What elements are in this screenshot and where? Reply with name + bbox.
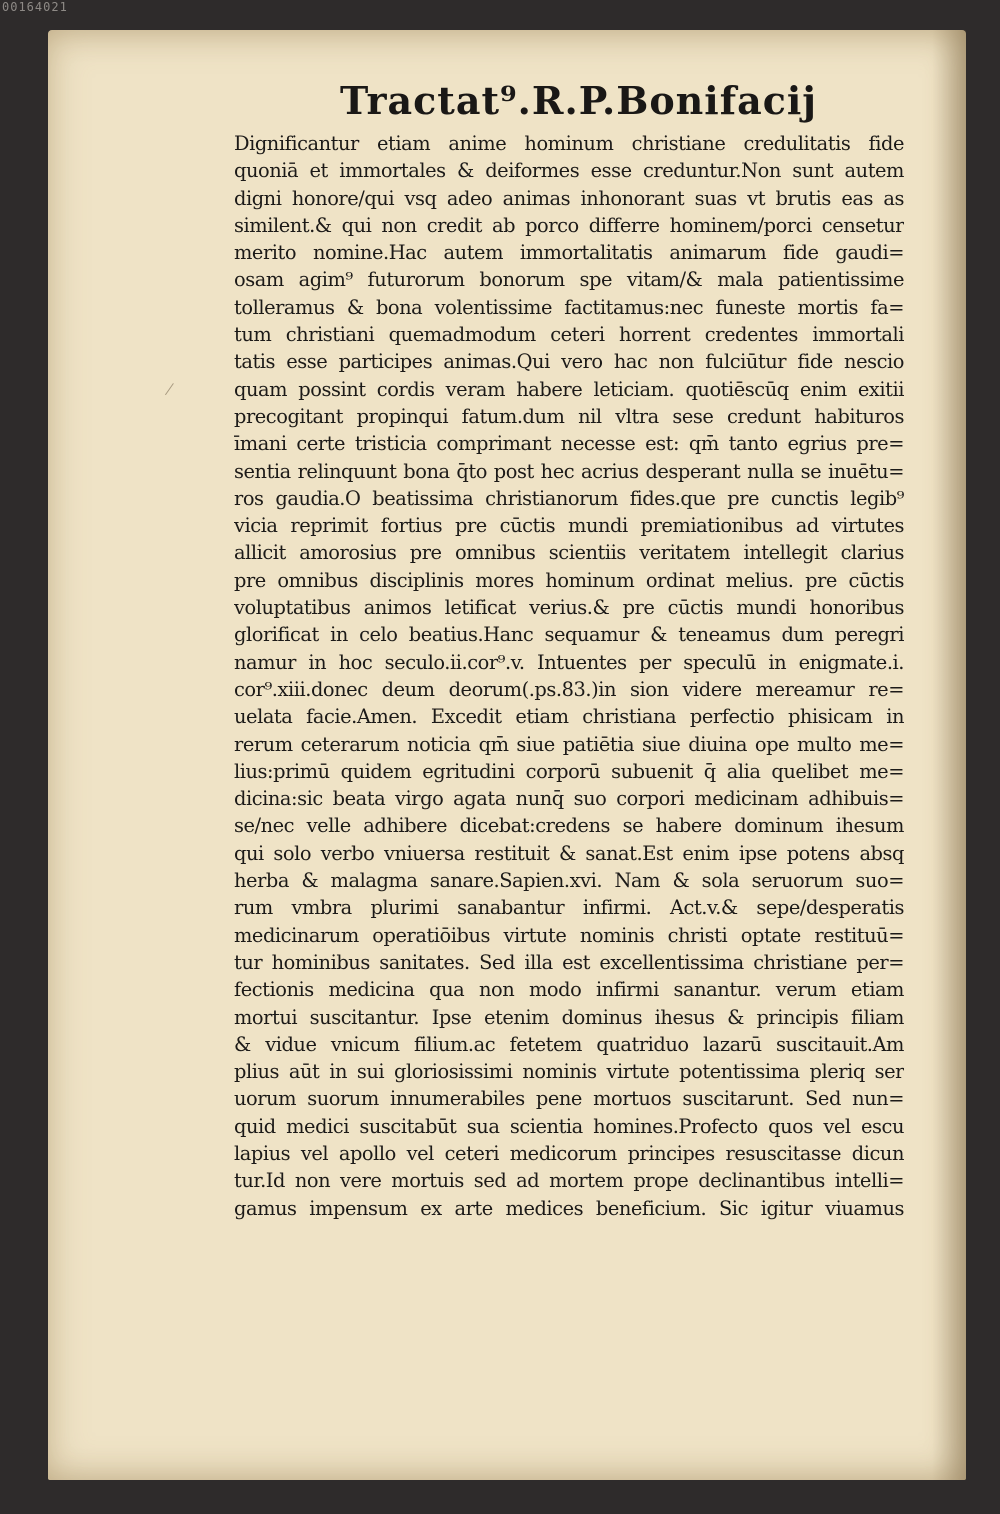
text-line: plius aūt in sui gloriosissimi nominis virtute potentissima pleriq ser [234,1060,904,1084]
text-line: osam agim⁹ futurorum bonorum spe vitam/& mala patientissime [234,268,904,292]
text-line: quam possint cordis veram habere leticiam. quotiēscūq enim exitii [234,377,904,401]
text-line: merito nomine.Hac autem immortalitatis animarum fide gaudi= [234,241,904,265]
text-line: lapius vel apollo vel ceteri medicorum principes resuscitasse dicun [234,1141,904,1165]
text-line: tur.Id non vere mortuis sed ad mortem prope declinantibus intelli= [234,1169,904,1193]
text-line: rum vmbra plurimi sanabantur infirmi. Act.v.& sepe/desperatis [234,896,904,920]
text-line: herba & malagma sanare.Sapien.xvi. Nam & sola seruorum suo= [234,869,904,893]
text-line: voluptatibus animos letificat verius.& pre cūctis mundi honoribus [234,596,904,620]
page-gutter-shadow [932,30,966,1480]
text-line: tum christiani quemadmodum ceteri horrent credentes immortali [234,323,904,347]
text-line: vicia reprimit fortius pre cūctis mundi premiationibus ad virtutes [234,514,904,538]
text-line: pre omnibus disciplinis mores hominum ordinat melius. pre cūctis [234,568,904,592]
text-line: rerum ceterarum noticia qm̄ siue patiētia siue diuina ope multo me= [234,732,904,756]
text-line: quid medici suscitabūt sua scientia homines.Profecto quos vel escu [234,1114,904,1138]
text-line: quoniā et immortales & deiformes esse creduntur.Non sunt autem [234,159,904,183]
scan-frame-number: 00164021 [2,0,68,14]
text-line: ros gaudia.O beatissima christianorum fides.que pre cunctis legib⁹ [234,486,904,510]
text-line: fectionis medicina qua non modo infirmi sanantur. verum etiam [234,978,904,1002]
text-line: uelata facie.Amen. Excedit etiam christiana perfectio phisicam in [234,705,904,729]
text-line: se/nec velle adhibere dicebat:credens se habere dominum ihesum [234,814,904,838]
margin-pencil-mark [165,383,182,401]
text-line: & vidue vnicum filium.ac fetetem quatriduo lazarū suscitauit.Am [234,1032,904,1056]
text-line: tur hominibus sanitates. Sed illa est excellentissima christiane per= [234,950,904,974]
book-page [48,30,966,1480]
text-line: glorificat in celo beatius.Hanc sequamur & teneamus dum peregri [234,623,904,647]
text-line: qui solo verbo vniuersa restituit & sanat.Est enim ipse potens absq [234,841,904,865]
text-line: similent.& qui non credit ab porco differre hominem/porci censetur [234,213,904,237]
text-line: namur in hoc seculo.ii.cor⁹.v. Intuentes per speculū in enigmate.i. [234,650,904,674]
text-line: allicit amorosius pre omnibus scientiis veritatem intellegit clarius [234,541,904,565]
text-line: sentia relinquunt bona q̄to post hec acrius desperant nulla se inuētu= [234,459,904,483]
text-line: Dignificantur etiam anime hominum christiane credulitatis fide [234,132,904,155]
text-line: cor⁹.xiii.donec deum deorum(.ps.83.)in sion videre mereamur re= [234,677,904,701]
body-text [234,130,904,1222]
text-line: mortui suscitantur. Ipse etenim dominus ihesus & principis filiam [234,1005,904,1029]
text-line: lius:primū quidem egritudini corporū subuenit q̄ alia quelibet me= [234,759,904,783]
text-line: digni honore/qui vsq adeo animas inhonorant suas vt brutis eas as [234,186,904,210]
text-line: tolleramus & bona volentissime factitamus:nec funeste mortis fa= [234,295,904,319]
text-line: gamus impensum ex arte medices beneficium. Sic igitur viuamus [234,1196,904,1220]
text-line: precogitant propinqui fatum.dum nil vltra sese credunt habituros [234,404,904,428]
running-head: Tractat⁹.R.P.Bonifacij [340,78,818,123]
text-line: uorum suorum innumerabiles pene mortuos suscitarunt. Sed nun= [234,1087,904,1111]
text-line: dicina:sic beata virgo agata nunq̄ suo corpori medicinam adhibuis= [234,787,904,811]
text-line: īmani certe tristicia comprimant necesse est: qm̄ tanto egrius pre= [234,432,904,456]
text-line: medicinarum operatiōibus virtute nominis christi optate restituū= [234,923,904,947]
text-line: tatis esse participes animas.Qui vero hac non fulciūtur fide nescio [234,350,904,374]
